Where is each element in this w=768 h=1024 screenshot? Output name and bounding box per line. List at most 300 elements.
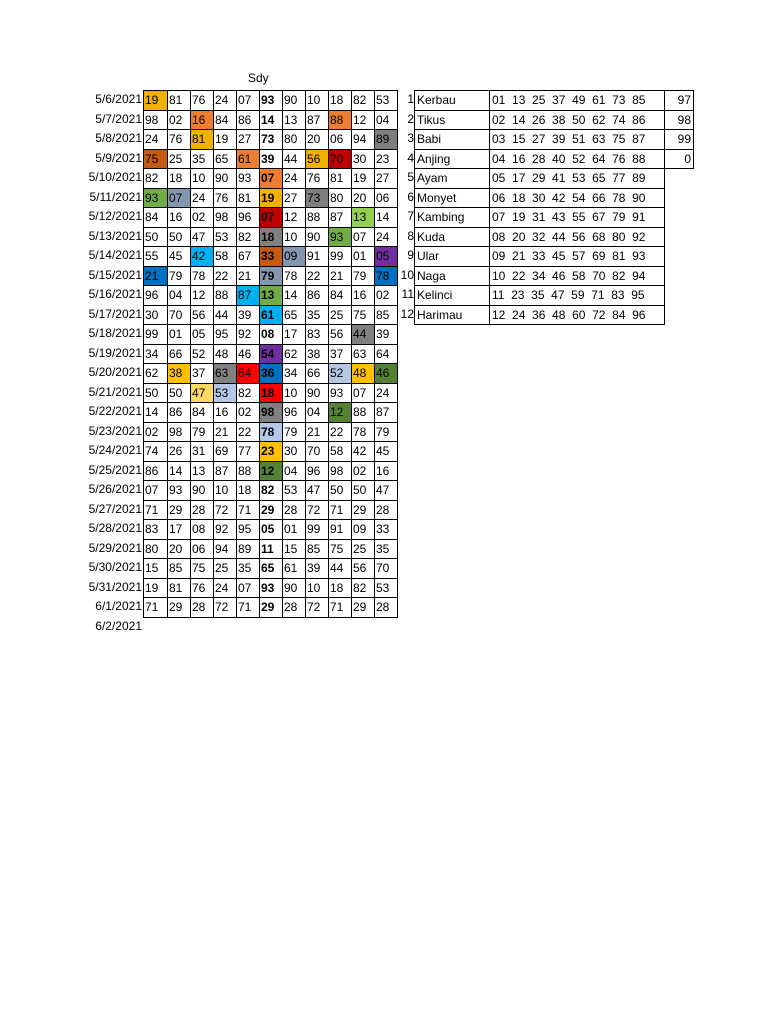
grid-cell[interactable]: 18	[329, 578, 352, 598]
grid-cell[interactable]: 50	[168, 227, 191, 247]
grid-cell[interactable]: 70	[168, 305, 191, 325]
grid-cell[interactable]: 92	[214, 520, 237, 540]
grid-cell[interactable]: 90	[191, 481, 214, 501]
grid-cell[interactable]: 76	[306, 169, 329, 189]
grid-cell[interactable]: 12	[260, 461, 283, 481]
grid-cell[interactable]: 13	[191, 461, 214, 481]
grid-cell[interactable]: 81	[191, 130, 214, 150]
grid-cell[interactable]: 98	[144, 110, 168, 130]
grid-cell[interactable]: 98	[168, 422, 191, 442]
grid-cell[interactable]: 34	[283, 364, 306, 384]
grid-cell[interactable]: 01	[168, 325, 191, 345]
grid-cell[interactable]: 93	[237, 169, 260, 189]
grid-cell[interactable]: 61	[237, 149, 260, 169]
grid-cell[interactable]: 29	[168, 598, 191, 618]
grid-cell[interactable]: 21	[144, 266, 168, 286]
shio-values[interactable]: 08 20 32 44 56 68 80 92	[490, 227, 665, 247]
grid-cell[interactable]: 04	[306, 403, 329, 423]
grid-cell[interactable]: 10	[306, 578, 329, 598]
shio-last-value[interactable]	[665, 286, 694, 306]
grid-cell[interactable]: 45	[375, 442, 398, 462]
grid-cell[interactable]: 93	[260, 578, 283, 598]
grid-cell[interactable]: 98	[260, 403, 283, 423]
grid-cell[interactable]: 75	[329, 539, 352, 559]
grid-cell[interactable]: 78	[260, 422, 283, 442]
grid-cell[interactable]: 53	[214, 383, 237, 403]
grid-cell[interactable]: 18	[260, 227, 283, 247]
shio-last-value[interactable]	[665, 208, 694, 228]
shio-name[interactable]: Anjing	[415, 149, 490, 169]
grid-cell[interactable]: 81	[168, 578, 191, 598]
grid-cell[interactable]: 70	[306, 442, 329, 462]
grid-cell[interactable]: 91	[306, 247, 329, 267]
grid-cell[interactable]: 56	[329, 325, 352, 345]
shio-last-value[interactable]: 0	[665, 149, 694, 169]
grid-cell[interactable]: 58	[329, 442, 352, 462]
shio-last-value[interactable]	[665, 305, 694, 325]
grid-cell[interactable]: 93	[329, 227, 352, 247]
grid-cell[interactable]: 63	[352, 344, 375, 364]
grid-cell[interactable]: 53	[375, 91, 398, 111]
grid-cell[interactable]: 16	[352, 286, 375, 306]
shio-values[interactable]: 11 23 35 47 59 71 83 95	[490, 286, 665, 306]
grid-cell[interactable]: 19	[352, 169, 375, 189]
grid-cell[interactable]: 96	[237, 208, 260, 228]
grid-cell[interactable]: 87	[237, 286, 260, 306]
grid-cell[interactable]: 71	[144, 598, 168, 618]
shio-last-value[interactable]: 99	[665, 130, 694, 150]
grid-cell[interactable]: 80	[329, 188, 352, 208]
grid-cell[interactable]: 83	[306, 325, 329, 345]
shio-name[interactable]: Kerbau	[415, 91, 490, 111]
grid-cell[interactable]: 70	[329, 149, 352, 169]
grid-cell[interactable]: 79	[260, 266, 283, 286]
grid-cell[interactable]: 90	[306, 227, 329, 247]
grid-cell[interactable]: 85	[168, 559, 191, 579]
grid-cell[interactable]: 63	[214, 364, 237, 384]
grid-cell[interactable]: 95	[214, 325, 237, 345]
shio-values[interactable]: 12 24 36 48 60 72 84 96	[490, 305, 665, 325]
grid-cell[interactable]: 82	[260, 481, 283, 501]
grid-cell[interactable]: 04	[168, 286, 191, 306]
grid-cell[interactable]: 99	[144, 325, 168, 345]
grid-cell[interactable]: 21	[237, 266, 260, 286]
grid-cell[interactable]: 37	[191, 364, 214, 384]
grid-cell[interactable]: 38	[168, 364, 191, 384]
grid-cell[interactable]: 08	[191, 520, 214, 540]
grid-cell[interactable]: 24	[214, 578, 237, 598]
grid-cell[interactable]: 92	[237, 325, 260, 345]
grid-cell[interactable]: 21	[306, 422, 329, 442]
grid-cell[interactable]: 61	[283, 559, 306, 579]
shio-values[interactable]: 05 17 29 41 53 65 77 89	[490, 169, 665, 189]
shio-values[interactable]: 02 14 26 38 50 62 74 86	[490, 110, 665, 130]
grid-cell[interactable]: 17	[168, 520, 191, 540]
grid-cell[interactable]: 90	[283, 578, 306, 598]
shio-last-value[interactable]	[665, 188, 694, 208]
grid-cell[interactable]: 05	[375, 247, 398, 267]
grid-cell[interactable]: 50	[144, 227, 168, 247]
grid-cell[interactable]: 02	[144, 422, 168, 442]
grid-cell[interactable]: 44	[214, 305, 237, 325]
grid-cell[interactable]: 80	[283, 130, 306, 150]
grid-cell[interactable]: 22	[306, 266, 329, 286]
grid-cell[interactable]: 53	[214, 227, 237, 247]
shio-name[interactable]: Kelinci	[415, 286, 490, 306]
grid-cell[interactable]: 05	[191, 325, 214, 345]
grid-cell[interactable]: 09	[352, 520, 375, 540]
grid-cell[interactable]: 88	[329, 110, 352, 130]
grid-cell[interactable]: 86	[306, 286, 329, 306]
grid-cell[interactable]: 79	[352, 266, 375, 286]
grid-cell[interactable]: 19	[214, 130, 237, 150]
shio-last-value[interactable]	[665, 266, 694, 286]
grid-cell[interactable]: 82	[352, 91, 375, 111]
grid-cell[interactable]: 71	[329, 598, 352, 618]
grid-cell[interactable]: 06	[191, 539, 214, 559]
grid-cell[interactable]: 44	[283, 149, 306, 169]
grid-cell[interactable]: 29	[352, 500, 375, 520]
grid-cell[interactable]: 13	[352, 208, 375, 228]
grid-cell[interactable]: 50	[329, 481, 352, 501]
grid-cell[interactable]: 77	[237, 442, 260, 462]
grid-cell[interactable]: 06	[329, 130, 352, 150]
grid-cell[interactable]: 78	[375, 266, 398, 286]
grid-cell[interactable]: 18	[329, 91, 352, 111]
grid-cell[interactable]: 44	[352, 325, 375, 345]
grid-cell[interactable]: 52	[191, 344, 214, 364]
grid-cell[interactable]: 87	[214, 461, 237, 481]
grid-cell[interactable]: 82	[237, 383, 260, 403]
grid-cell[interactable]: 72	[306, 500, 329, 520]
grid-cell[interactable]: 86	[144, 461, 168, 481]
grid-cell[interactable]: 16	[168, 208, 191, 228]
grid-cell[interactable]: 66	[306, 364, 329, 384]
grid-cell[interactable]: 24	[191, 188, 214, 208]
grid-cell[interactable]: 30	[144, 305, 168, 325]
grid-cell[interactable]: 21	[329, 266, 352, 286]
grid-cell[interactable]: 78	[352, 422, 375, 442]
grid-cell[interactable]: 88	[352, 403, 375, 423]
grid-cell[interactable]: 29	[260, 500, 283, 520]
grid-cell[interactable]: 88	[237, 461, 260, 481]
grid-cell[interactable]: 13	[260, 286, 283, 306]
grid-cell[interactable]: 94	[214, 539, 237, 559]
grid-cell[interactable]: 12	[191, 286, 214, 306]
grid-cell[interactable]: 75	[144, 149, 168, 169]
grid-cell[interactable]: 87	[329, 208, 352, 228]
grid-cell[interactable]: 14	[260, 110, 283, 130]
grid-cell[interactable]: 18	[168, 169, 191, 189]
grid-cell[interactable]: 04	[283, 461, 306, 481]
grid-cell[interactable]: 62	[144, 364, 168, 384]
grid-cell[interactable]: 50	[144, 383, 168, 403]
grid-cell[interactable]: 73	[306, 188, 329, 208]
grid-cell[interactable]: 55	[144, 247, 168, 267]
grid-cell[interactable]: 65	[283, 305, 306, 325]
grid-cell[interactable]: 14	[375, 208, 398, 228]
grid-cell[interactable]: 19	[144, 578, 168, 598]
grid-cell[interactable]: 05	[260, 520, 283, 540]
grid-cell[interactable]: 02	[168, 110, 191, 130]
grid-cell[interactable]: 12	[283, 208, 306, 228]
grid-cell[interactable]: 83	[144, 520, 168, 540]
grid-cell[interactable]: 33	[260, 247, 283, 267]
grid-cell[interactable]: 19	[260, 188, 283, 208]
grid-cell[interactable]: 71	[237, 500, 260, 520]
grid-cell[interactable]: 27	[375, 169, 398, 189]
grid-cell[interactable]: 58	[214, 247, 237, 267]
grid-cell[interactable]: 79	[191, 422, 214, 442]
grid-cell[interactable]: 39	[260, 149, 283, 169]
grid-cell[interactable]: 48	[352, 364, 375, 384]
grid-cell[interactable]: 73	[260, 130, 283, 150]
grid-cell[interactable]: 53	[375, 578, 398, 598]
grid-cell[interactable]: 47	[191, 227, 214, 247]
grid-cell[interactable]: 24	[214, 91, 237, 111]
grid-cell[interactable]: 16	[214, 403, 237, 423]
grid-cell[interactable]: 27	[283, 188, 306, 208]
grid-cell[interactable]: 81	[329, 169, 352, 189]
grid-cell[interactable]: 94	[352, 130, 375, 150]
grid-cell[interactable]: 50	[168, 383, 191, 403]
grid-cell[interactable]: 75	[352, 305, 375, 325]
grid-cell[interactable]: 09	[283, 247, 306, 267]
grid-cell[interactable]: 74	[144, 442, 168, 462]
grid-cell[interactable]: 47	[375, 481, 398, 501]
grid-cell[interactable]: 76	[191, 91, 214, 111]
grid-cell[interactable]: 93	[329, 383, 352, 403]
shio-values[interactable]: 09 21 33 45 57 69 81 93	[490, 247, 665, 267]
shio-name[interactable]: Naga	[415, 266, 490, 286]
grid-cell[interactable]: 39	[306, 559, 329, 579]
grid-cell[interactable]: 82	[144, 169, 168, 189]
grid-cell[interactable]: 85	[375, 305, 398, 325]
grid-cell[interactable]: 27	[237, 130, 260, 150]
grid-cell[interactable]: 78	[283, 266, 306, 286]
grid-cell[interactable]: 53	[283, 481, 306, 501]
grid-cell[interactable]: 21	[214, 422, 237, 442]
grid-cell[interactable]: 66	[168, 344, 191, 364]
shio-name[interactable]: Kambing	[415, 208, 490, 228]
grid-cell[interactable]: 50	[352, 481, 375, 501]
grid-cell[interactable]: 76	[168, 130, 191, 150]
grid-cell[interactable]: 25	[329, 305, 352, 325]
grid-cell[interactable]: 76	[214, 188, 237, 208]
grid-cell[interactable]: 89	[237, 539, 260, 559]
grid-cell[interactable]: 28	[375, 598, 398, 618]
grid-cell[interactable]: 25	[352, 539, 375, 559]
grid-cell[interactable]: 81	[168, 91, 191, 111]
grid-cell[interactable]: 31	[191, 442, 214, 462]
grid-cell[interactable]: 28	[375, 500, 398, 520]
grid-cell[interactable]: 56	[191, 305, 214, 325]
grid-cell[interactable]: 71	[237, 598, 260, 618]
grid-cell[interactable]: 98	[214, 208, 237, 228]
shio-name[interactable]: Kuda	[415, 227, 490, 247]
grid-cell[interactable]: 87	[375, 403, 398, 423]
grid-cell[interactable]: 79	[168, 266, 191, 286]
grid-cell[interactable]: 35	[191, 149, 214, 169]
grid-cell[interactable]: 26	[168, 442, 191, 462]
grid-cell[interactable]: 25	[214, 559, 237, 579]
grid-cell[interactable]: 35	[306, 305, 329, 325]
grid-cell[interactable]: 02	[352, 461, 375, 481]
grid-cell[interactable]: 16	[191, 110, 214, 130]
grid-cell[interactable]: 84	[191, 403, 214, 423]
grid-cell[interactable]: 20	[168, 539, 191, 559]
grid-cell[interactable]: 96	[144, 286, 168, 306]
grid-cell[interactable]: 52	[329, 364, 352, 384]
grid-cell[interactable]: 14	[144, 403, 168, 423]
grid-cell[interactable]: 39	[375, 325, 398, 345]
grid-cell[interactable]: 47	[191, 383, 214, 403]
grid-cell[interactable]: 86	[237, 110, 260, 130]
grid-cell[interactable]: 24	[144, 130, 168, 150]
shio-last-value[interactable]	[665, 247, 694, 267]
grid-cell[interactable]: 28	[191, 598, 214, 618]
grid-cell[interactable]: 72	[214, 500, 237, 520]
grid-cell[interactable]: 84	[214, 110, 237, 130]
grid-cell[interactable]: 01	[283, 520, 306, 540]
grid-cell[interactable]: 07	[237, 91, 260, 111]
grid-cell[interactable]: 71	[329, 500, 352, 520]
grid-cell[interactable]: 84	[144, 208, 168, 228]
grid-cell[interactable]: 82	[237, 227, 260, 247]
grid-cell[interactable]: 96	[283, 403, 306, 423]
grid-cell[interactable]: 93	[144, 188, 168, 208]
grid-cell[interactable]: 42	[352, 442, 375, 462]
grid-cell[interactable]: 20	[306, 130, 329, 150]
grid-cell[interactable]: 01	[352, 247, 375, 267]
grid-cell[interactable]: 64	[237, 364, 260, 384]
grid-cell[interactable]: 98	[329, 461, 352, 481]
grid-cell[interactable]: 14	[283, 286, 306, 306]
grid-cell[interactable]: 18	[260, 383, 283, 403]
grid-cell[interactable]: 15	[144, 559, 168, 579]
shio-name[interactable]: Babi	[415, 130, 490, 150]
grid-cell[interactable]: 23	[260, 442, 283, 462]
grid-cell[interactable]: 23	[375, 149, 398, 169]
grid-cell[interactable]: 06	[375, 188, 398, 208]
grid-cell[interactable]: 93	[168, 481, 191, 501]
grid-cell[interactable]: 78	[191, 266, 214, 286]
grid-cell[interactable]: 89	[375, 130, 398, 150]
grid-cell[interactable]: 44	[329, 559, 352, 579]
grid-cell[interactable]: 90	[214, 169, 237, 189]
grid-cell[interactable]: 07	[260, 169, 283, 189]
grid-cell[interactable]: 02	[237, 403, 260, 423]
grid-cell[interactable]: 72	[214, 598, 237, 618]
shio-values[interactable]: 03 15 27 39 51 63 75 87	[490, 130, 665, 150]
shio-last-value[interactable]: 97	[665, 91, 694, 111]
grid-cell[interactable]: 86	[168, 403, 191, 423]
grid-cell[interactable]: 25	[168, 149, 191, 169]
grid-cell[interactable]: 48	[214, 344, 237, 364]
grid-cell[interactable]: 35	[237, 559, 260, 579]
grid-cell[interactable]: 90	[306, 383, 329, 403]
grid-cell[interactable]: 79	[283, 422, 306, 442]
grid-cell[interactable]: 95	[237, 520, 260, 540]
grid-cell[interactable]: 70	[375, 559, 398, 579]
grid-cell[interactable]: 37	[329, 344, 352, 364]
grid-cell[interactable]: 35	[375, 539, 398, 559]
grid-cell[interactable]: 39	[237, 305, 260, 325]
grid-cell[interactable]: 99	[329, 247, 352, 267]
grid-cell[interactable]: 85	[306, 539, 329, 559]
shio-last-value[interactable]	[665, 227, 694, 247]
grid-cell[interactable]: 12	[329, 403, 352, 423]
shio-name[interactable]: Monyet	[415, 188, 490, 208]
grid-cell[interactable]: 33	[375, 520, 398, 540]
grid-cell[interactable]: 24	[375, 227, 398, 247]
shio-values[interactable]: 07 19 31 43 55 67 79 91	[490, 208, 665, 228]
grid-cell[interactable]: 64	[375, 344, 398, 364]
grid-cell[interactable]: 28	[191, 500, 214, 520]
grid-cell[interactable]: 29	[168, 500, 191, 520]
grid-cell[interactable]: 14	[168, 461, 191, 481]
shio-values[interactable]: 04 16 28 40 52 64 76 88	[490, 149, 665, 169]
grid-cell[interactable]: 28	[283, 598, 306, 618]
grid-cell[interactable]: 42	[191, 247, 214, 267]
grid-cell[interactable]: 96	[306, 461, 329, 481]
grid-cell[interactable]: 15	[283, 539, 306, 559]
grid-cell[interactable]: 93	[260, 91, 283, 111]
grid-cell[interactable]: 07	[352, 383, 375, 403]
grid-cell[interactable]: 46	[237, 344, 260, 364]
grid-cell[interactable]: 90	[283, 91, 306, 111]
grid-cell[interactable]: 34	[144, 344, 168, 364]
grid-cell[interactable]: 65	[214, 149, 237, 169]
grid-cell[interactable]: 20	[352, 188, 375, 208]
grid-cell[interactable]: 10	[191, 169, 214, 189]
grid-cell[interactable]: 08	[260, 325, 283, 345]
grid-cell[interactable]: 54	[260, 344, 283, 364]
grid-cell[interactable]: 07	[144, 481, 168, 501]
grid-cell[interactable]: 10	[214, 481, 237, 501]
shio-values[interactable]: 06 18 30 42 54 66 78 90	[490, 188, 665, 208]
grid-cell[interactable]: 24	[283, 169, 306, 189]
grid-cell[interactable]: 10	[283, 227, 306, 247]
grid-cell[interactable]: 91	[329, 520, 352, 540]
shio-last-value[interactable]: 98	[665, 110, 694, 130]
shio-name[interactable]: Ayam	[415, 169, 490, 189]
grid-cell[interactable]: 10	[283, 383, 306, 403]
grid-cell[interactable]: 67	[237, 247, 260, 267]
grid-cell[interactable]: 47	[306, 481, 329, 501]
grid-cell[interactable]: 12	[352, 110, 375, 130]
shio-last-value[interactable]	[665, 169, 694, 189]
grid-cell[interactable]: 02	[375, 286, 398, 306]
shio-values[interactable]: 01 13 25 37 49 61 73 85	[490, 91, 665, 111]
grid-cell[interactable]: 61	[260, 305, 283, 325]
grid-cell[interactable]: 30	[283, 442, 306, 462]
grid-cell[interactable]: 79	[375, 422, 398, 442]
grid-cell[interactable]: 87	[306, 110, 329, 130]
grid-cell[interactable]: 07	[237, 578, 260, 598]
grid-cell[interactable]: 56	[352, 559, 375, 579]
grid-cell[interactable]: 04	[375, 110, 398, 130]
grid-cell[interactable]: 46	[375, 364, 398, 384]
grid-cell[interactable]: 80	[144, 539, 168, 559]
shio-name[interactable]: Tikus	[415, 110, 490, 130]
grid-cell[interactable]: 82	[352, 578, 375, 598]
grid-cell[interactable]: 62	[283, 344, 306, 364]
grid-cell[interactable]: 07	[260, 208, 283, 228]
grid-cell[interactable]: 18	[237, 481, 260, 501]
grid-cell[interactable]: 30	[352, 149, 375, 169]
grid-cell[interactable]: 45	[168, 247, 191, 267]
